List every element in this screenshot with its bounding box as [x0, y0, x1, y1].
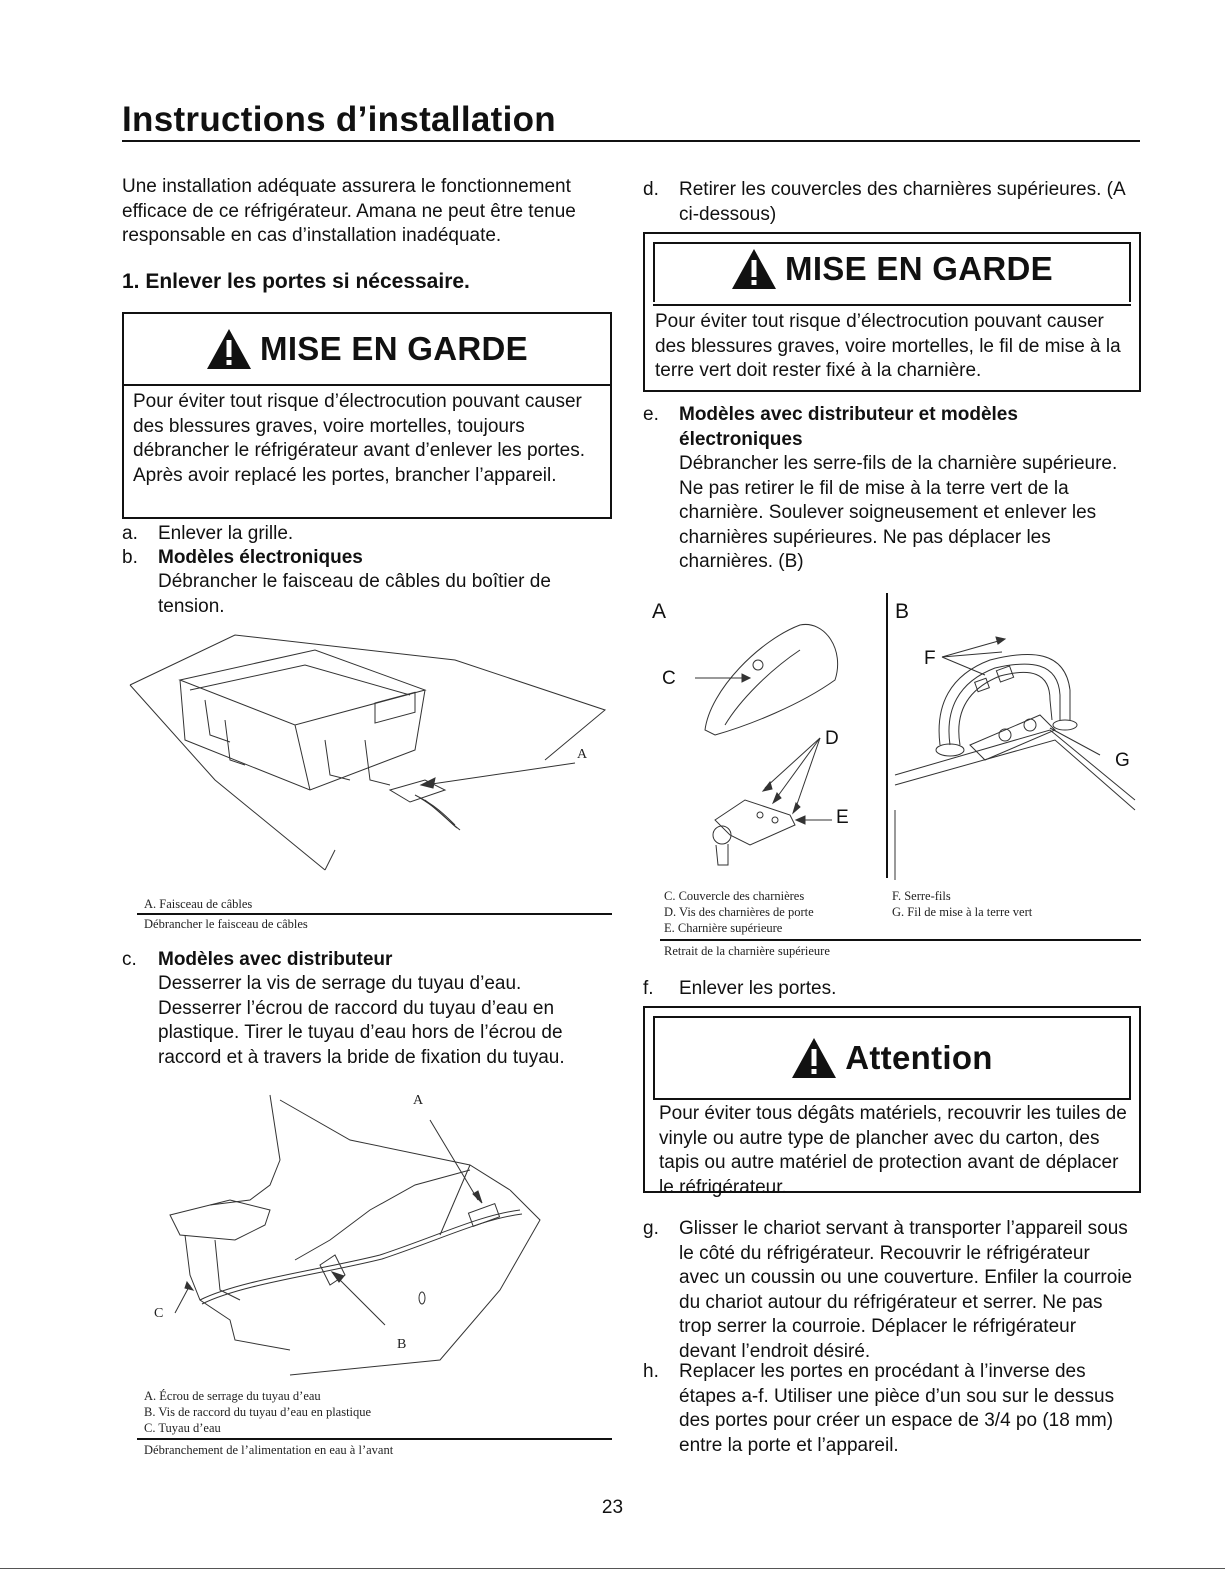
page-title: Instructions d’installation: [122, 100, 556, 139]
item-c-heading: Modèles avec distributeur: [158, 949, 393, 970]
item-d-letter: d.: [643, 179, 659, 200]
warning-body: Pour éviter tout risque d’électrocution pouvant causer des blessures graves, voire mortelles, le fil de mise à la terre vert doit rester fixé à la charnière.: [655, 311, 1121, 381]
figure3-caption-rule: [660, 939, 1141, 941]
figure-harness-illustration: [125, 630, 615, 890]
attention-header: [653, 1016, 1131, 1100]
item-e-text: Débrancher les serre-fils de la charnière supérieure. Ne pas retirer le fil de mise à la terre vert de la charnière. Soulever soigneusement et enlever les charnières supérieures. Ne pas déplacer les charnières. (B): [679, 453, 1118, 572]
warning-box-1: [122, 312, 612, 519]
figure1-caption: Débrancher le faisceau de câbles: [144, 917, 308, 931]
page-number: 23: [601, 1497, 624, 1518]
warning-triangle-icon: [791, 1037, 837, 1079]
figure3-label-d: D: [825, 728, 839, 749]
warning-body: Pour éviter tout risque d’électrocution pouvant causer des blessures graves, voire mortelles, toujours débrancher le réfrigérateur avant d’enlever les portes. Après avoir replacé les portes, brancher l’appareil.: [133, 391, 586, 486]
warning-header: [124, 314, 610, 386]
figure3-label-f: F: [924, 648, 936, 669]
figure2-legend-c: C. Tuyau d’eau: [144, 1421, 221, 1435]
warning-header-frame: [653, 242, 1131, 302]
figure3-label-e: E: [836, 807, 849, 828]
figure2-callout-b: B: [397, 1337, 407, 1352]
attention-body: Pour éviter tous dégâts matériels, recouvrir les tuiles de vinyle ou autre type de plancher avec du carton, des tapis ou autre matériel de protection avant de déplacer le réfrigérateur.: [659, 1103, 1127, 1198]
item-c-text: Desserrer la vis de serrage du tuyau d’eau. Desserrer l’écrou de raccord du tuyau d’eau en plastique. Tirer le tuyau d’eau hors de l’écrou de raccord et à travers la bride de fixation du tuyau.: [158, 973, 565, 1068]
title-rule: [122, 140, 1140, 142]
attention-box: [643, 1006, 1141, 1198]
figure3-label-g: G: [1115, 750, 1130, 771]
intro-paragraph: Une installation adéquate assurera le fonctionnement efficace de ce réfrigérateur. Amana ne peut être tenue responsable en cas d’installation inadéquate.: [122, 176, 576, 246]
item-h-letter: h.: [643, 1361, 659, 1382]
item-b-letter: b.: [122, 547, 138, 568]
figure2-legend-a: A. Écrou de serrage du tuyau d’eau: [144, 1389, 321, 1403]
warning-box-2: [643, 232, 1141, 392]
item-c-letter: c.: [122, 949, 137, 970]
attention-title: Attention: [845, 1039, 993, 1076]
figure3-panel-b: B: [895, 600, 910, 623]
item-g-text: Glisser le chariot servant à transporter l’appareil sous le côté du réfrigérateur. Recouvrir le réfrigérateur avec un coussin ou une couverture. Enfiler la courroie du chariot autour du réfrigérateur et serrer. Ne pas trop serrer la courroie. Déplacer le réfrigérateur devant l’endroit désiré.: [679, 1218, 1133, 1362]
item-e-letter: e.: [643, 404, 659, 425]
figure3-legend-d: D. Vis des charnières de porte: [664, 905, 814, 919]
item-g-letter: g.: [643, 1218, 659, 1239]
item-h-text: Replacer les portes en procédant à l’inverse des étapes a-f. Utiliser une pièce d’un sou sur le dessus des portes pour créer un espace de 3/4 po (18 mm) entre la porte et l’appareil.: [679, 1361, 1115, 1456]
figure-water-supply-illustration: [140, 1090, 610, 1375]
figure3-legend-e: E. Charnière supérieure: [664, 921, 783, 935]
item-d-text: Retirer les couvercles des charnières supérieures. (A ci-dessous): [679, 179, 1125, 225]
item-a-letter: a.: [122, 523, 138, 544]
step1-heading: 1. Enlever les portes si nécessaire.: [122, 270, 470, 293]
warning-triangle-icon: [731, 248, 777, 290]
figure2-callout-c: C: [154, 1306, 164, 1321]
warning-triangle-icon: [206, 328, 252, 370]
figure3-panel-a: A: [652, 600, 667, 623]
warning-title: MISE EN GARDE: [785, 250, 1053, 287]
figure3-legend-f: F. Serre-fils: [892, 889, 951, 903]
item-e-heading: Modèles avec distributeur et modèles électroniques: [679, 404, 1018, 450]
item-f-letter: f.: [643, 978, 654, 999]
figure3-legend-g: G. Fil de mise à la terre vert: [892, 905, 1033, 919]
figure1-callout-a: A: [577, 747, 588, 762]
figure3-legend-c: C. Couvercle des charnières: [664, 889, 805, 903]
figure2-caption: Débranchement de l’alimentation en eau à l’avant: [144, 1443, 394, 1457]
figure3-divider: [886, 593, 888, 878]
item-b-text: Débrancher le faisceau de câbles du boîtier de tension.: [158, 571, 551, 617]
figure2-legend-b: B. Vis de raccord du tuyau d’eau en plastique: [144, 1405, 372, 1419]
figure2-callout-a: A: [413, 1093, 424, 1108]
bottom-rule: [0, 1568, 1225, 1569]
figure3-caption: Retrait de la charnière supérieure: [664, 944, 830, 958]
warning-title: MISE EN GARDE: [260, 330, 528, 367]
figure1-legend: A. Faisceau de câbles: [144, 897, 253, 911]
figure3-label-c: C: [662, 668, 676, 689]
figure2-caption-rule: [137, 1438, 612, 1440]
item-f-text: Enlever les portes.: [679, 978, 837, 999]
item-b-heading: Modèles électroniques: [158, 547, 363, 568]
figure-hinge-cover-illustration: [650, 610, 880, 880]
figure1-caption-rule: [137, 913, 612, 915]
item-a-text: Enlever la grille.: [158, 523, 294, 544]
